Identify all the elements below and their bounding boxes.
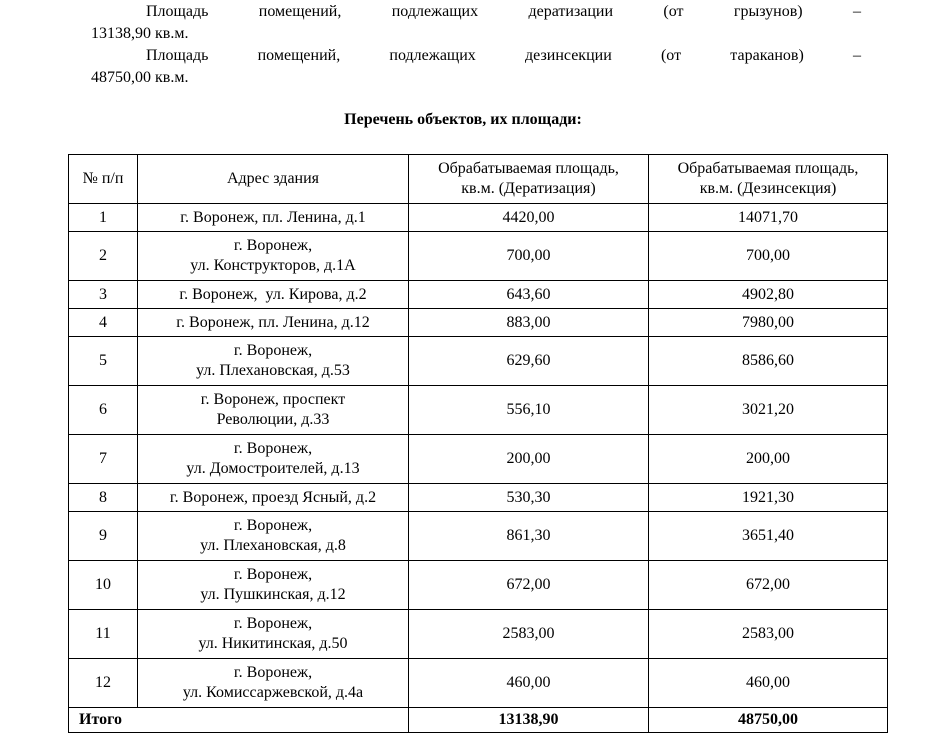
cell-num: 3 [69,281,138,309]
cell-address [138,435,409,484]
table-row [69,337,888,386]
cell-num: 8 [69,484,138,512]
address-line: ул. Пушкинская, д.12 [200,586,346,603]
cell-address [138,337,409,386]
address-line: г. Воронеж, [233,237,313,254]
table-row [69,232,888,281]
cell-disinsection: 700,00 [649,232,888,281]
cell-disinsection: 672,00 [649,561,888,610]
cell-num: 6 [69,386,138,435]
cell-deratization: 4420,00 [409,204,649,232]
address-line: ул. Комиссаржевской, д.4а [182,684,364,701]
cell-address [138,281,409,309]
cell-address [138,204,409,232]
cell-disinsection: 460,00 [649,659,888,708]
table-row [69,435,888,484]
cell-deratization: 200,00 [409,435,649,484]
header-deratization: Обрабатываемая площадь, кв.м. (Дератизация) [409,155,649,204]
cell-deratization: 643,60 [409,281,649,309]
address-line: ул. Никитинская, д.50 [198,635,348,652]
cell-num: 5 [69,337,138,386]
cell-address [138,561,409,610]
paragraph-disinsection-area [91,45,861,89]
paragraph-line: Площадь помещений, подлежащих дезинсекции (от тараканов) – [146,47,861,64]
paragraph-line: 13138,90 кв.м. [91,25,189,42]
cell-address [138,610,409,659]
table-row [69,386,888,435]
cell-disinsection: 7980,00 [649,309,888,337]
address-line: ул. Домостроителей, д.13 [186,460,360,477]
cell-address [138,659,409,708]
table-row [69,281,888,309]
cell-disinsection: 2583,00 [649,610,888,659]
cell-disinsection: 3651,40 [649,512,888,561]
address-line: г. Воронеж, [233,440,313,457]
cell-num: 1 [69,204,138,232]
table-row [69,610,888,659]
cell-address [138,512,409,561]
address-line: ул. Плехановская, д.8 [200,537,346,554]
total-deratization: 13138,90 [409,708,649,733]
address-line: г. Воронеж, [233,664,313,681]
table-row [69,484,888,512]
table-row [69,309,888,337]
total-disinsection: 48750,00 [649,708,888,733]
cell-disinsection: 3021,20 [649,386,888,435]
total-label: Итого [69,708,409,733]
cell-num: 7 [69,435,138,484]
cell-deratization: 883,00 [409,309,649,337]
cell-address [138,232,409,281]
address-line: г. Воронеж, [233,517,313,534]
cell-disinsection: 200,00 [649,435,888,484]
cell-disinsection: 8586,60 [649,337,888,386]
cell-deratization: 629,60 [409,337,649,386]
cell-disinsection: 4902,80 [649,281,888,309]
address-line: г. Воронеж, ул. Кирова, д.2 [179,285,367,303]
cell-disinsection: 14071,70 [649,204,888,232]
header-disinsection: Обрабатываемая площадь, кв.м. (Дезинсекция) [649,155,888,204]
cell-deratization: 460,00 [409,659,649,708]
cell-deratization: 861,30 [409,512,649,561]
address-line: г. Воронеж, пл. Ленина, д.12 [176,313,370,331]
cell-deratization: 700,00 [409,232,649,281]
address-line: Революции, д.33 [216,411,330,428]
cell-num: 2 [69,232,138,281]
objects-table [68,154,888,733]
table-row [69,512,888,561]
paragraph-deratization-area [91,1,861,45]
address-line: г. Воронеж, [233,615,313,632]
paragraph-line: 48750,00 кв.м. [91,69,189,86]
header-address: Адрес здания [138,155,409,204]
address-line: г. Воронеж, [233,566,313,583]
section-heading: Перечень объектов, их площади: [344,111,582,128]
table-total-row [69,708,888,733]
table-header-row [69,155,888,204]
cell-disinsection: 1921,30 [649,484,888,512]
cell-num: 9 [69,512,138,561]
cell-num: 4 [69,309,138,337]
cell-deratization: 2583,00 [409,610,649,659]
cell-num: 11 [69,610,138,659]
address-line: г. Воронеж, проспект [200,391,346,408]
address-line: ул. Конструкторов, д.1А [190,257,356,274]
cell-address [138,484,409,512]
cell-deratization: 556,10 [409,386,649,435]
cell-deratization: 672,00 [409,561,649,610]
cell-num: 10 [69,561,138,610]
header-num: № п/п [69,155,138,204]
address-line: г. Воронеж, [233,342,313,359]
address-line: г. Воронеж, проезд Ясный, д.2 [169,488,377,506]
cell-deratization: 530,30 [409,484,649,512]
table-row [69,204,888,232]
cell-address [138,386,409,435]
cell-num: 12 [69,659,138,708]
table-row [69,659,888,708]
table-row [69,561,888,610]
cell-address [138,309,409,337]
paragraph-line: Площадь помещений, подлежащих дератизации (от грызунов) – [146,3,861,20]
address-line: г. Воронеж, пл. Ленина, д.1 [180,208,366,226]
address-line: ул. Плехановская, д.53 [196,362,350,379]
